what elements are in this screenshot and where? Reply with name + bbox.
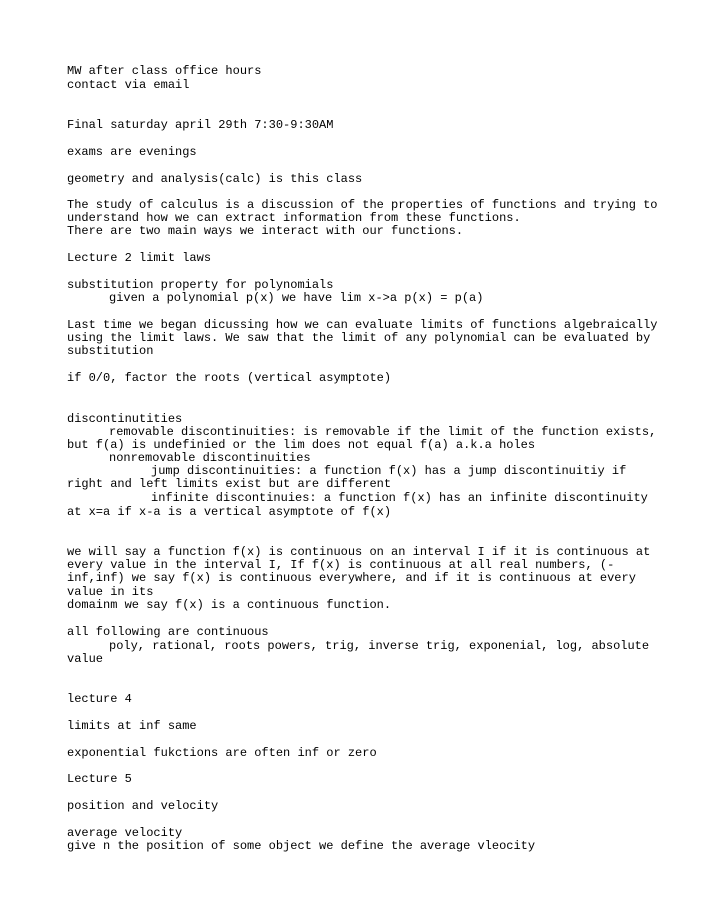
text-line: given a polynomial p(x) we have lim x->a p(x) = p(a) xyxy=(109,291,484,305)
text-line: value xyxy=(67,652,104,666)
text-line: Last time we began dicussing how we can evaluate limits of functions algebraically xyxy=(67,318,658,332)
text-line: Lecture 2 limit laws xyxy=(67,251,212,265)
text-line: position and velocity xyxy=(67,799,219,813)
text-line: we will say a function f(x) is continuous on an interval I if it is continuous at xyxy=(67,545,651,559)
text-line: Final saturday april 29th 7:30-9:30AM xyxy=(67,118,334,132)
text-line: limits at inf same xyxy=(67,719,197,733)
text-line: exponential fukctions are often inf or zero xyxy=(67,746,377,760)
text-line: nonremovable discontinuities xyxy=(109,451,311,465)
text-line: understand how we can extract information from these functions. xyxy=(67,211,521,225)
text-line: contact via email xyxy=(67,78,190,92)
text-line: if 0/0, factor the roots (vertical asymptote) xyxy=(67,371,392,385)
text-line: The study of calculus is a discussion of the properties of functions and trying to xyxy=(67,198,658,212)
text-line: domainm we say f(x) is a continuous function. xyxy=(67,598,392,612)
text-line: but f(a) is undefinied or the lim does not equal f(a) a.k.a holes xyxy=(67,438,536,452)
text-line: give n the position of some object we define the average vleocity xyxy=(67,839,536,853)
text-line: inf,inf) we say f(x) is continuous everywhere, and if it is continuous at every xyxy=(67,571,636,585)
text-line: removable discontinuities: is removable if the limit of the function exists, xyxy=(109,425,657,439)
text-line: substitution xyxy=(67,344,154,358)
text-line: geometry and analysis(calc) is this class xyxy=(67,172,363,186)
text-line: right and left limits exist but are different xyxy=(67,477,392,491)
text-line: all following are continuous xyxy=(67,625,269,639)
text-line: every value in the interval I, If f(x) is continuous at all real numbers, (- xyxy=(67,558,615,572)
text-line: MW after class office hours xyxy=(67,64,262,78)
text-line: Lecture 5 xyxy=(67,772,132,786)
text-line: discontinutities xyxy=(67,412,183,426)
text-line: substitution property for polynomials xyxy=(67,278,334,292)
text-line: value in its xyxy=(67,585,154,599)
text-line: infinite discontinuies: a function f(x) has an infinite discontinuity xyxy=(151,491,648,505)
text-line: lecture 4 xyxy=(67,692,132,706)
text-line: exams are evenings xyxy=(67,145,197,159)
text-line: average velocity xyxy=(67,826,183,840)
text-line: jump discontinuities: a function f(x) has a jump discontinuitiy if xyxy=(151,464,627,478)
text-line: using the limit laws. We saw that the limit of any polynomial can be evaluated by xyxy=(67,331,651,345)
text-line: poly, rational, roots powers, trig, inverse trig, exponenial, log, absolute xyxy=(109,639,650,653)
text-line: at x=a if x-a is a vertical asymptote of f(x) xyxy=(67,505,392,519)
text-line: There are two main ways we interact with our functions. xyxy=(67,224,464,238)
